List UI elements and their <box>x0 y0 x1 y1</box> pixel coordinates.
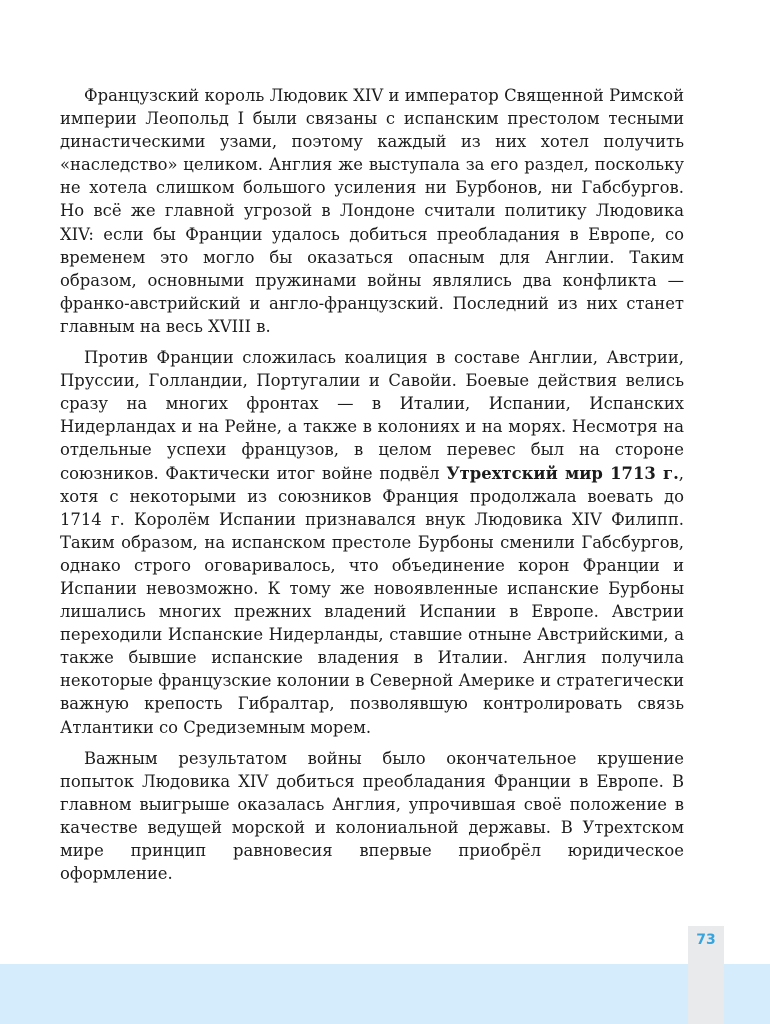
text-segment: Важным результатом войны было окончательное крушение попыток Людовика XIV добиться преобладания Франции в Европе. В главном выигрыше оказалась Англия, упрочившая своё положение в качестве ведущей морской и колониальной державы. В Утрехтском мире принцип равновесия впервые приобрёл юридическое оформление. <box>60 748 684 884</box>
bold-term-utrecht-peace: Утрехтский мир 1713 г. <box>446 463 679 483</box>
paragraph <box>60 346 684 739</box>
text-segment: , хотя с некоторыми из союзников Франция продолжала воевать до 1714 г. Королём Испании признавался внук Людовика XIV Филипп. Таким образом, на испанском престоле Бурбоны сменили Габсбургов, однако строго оговаривалось, что объединение корон Франции и Испании невозможно. К тому же новоявленные испанские Бурбоны лишались многих прежних владений Испании в Европе. Австрии переходили Испанские Нидерланды, ставшие отныне Австрийскими, а также бывшие испанские владения в Италии. Англия получила некоторые французские колонии в Северной Америке и стратегически важную крепость Гибралтар, позволявшую контролировать связь Атлантики со Средиземным морем. <box>60 463 684 737</box>
paragraph <box>60 84 684 338</box>
body-text <box>60 84 684 893</box>
paragraph <box>60 747 684 886</box>
text-segment: Против Франции сложилась коалиция в составе Англии, Австрии, Пруссии, Голландии, Португалии и Савойи. Боевые действия велись сразу на многих фронтах — в Италии, Испании, Испанских Нидерландах и на Рейне, а также в колониях и на морях. Несмотря на отдельные успехи французов, в целом перевес был на стороне союзников. Фактически итог войне подвёл <box>60 348 684 483</box>
footer-band <box>0 964 770 1024</box>
text-segment: Французский король Людовик XIV и император Священной Римской империи Леопольд I были связаны с испанским престолом тесными династическими узами, поэтому каждый из них хотел получить «наследство» целиком. Англия же выступала за его раздел, поскольку не хотела слишком большого усиления ни Бурбонов, ни Габсбургов. Но всё же главной угрозой в Лондоне считали политику Людовика XIV: если бы Франции удалось добиться преобладания в Европе, со временем это могло бы оказаться опасным для Англии. Таким образом, основными пружинами войны являлись два конфликта — франко-австрийский и англо-французский. Последний из них станет главным на весь XVIII в. <box>60 86 684 336</box>
page-number: 73 <box>696 932 716 948</box>
